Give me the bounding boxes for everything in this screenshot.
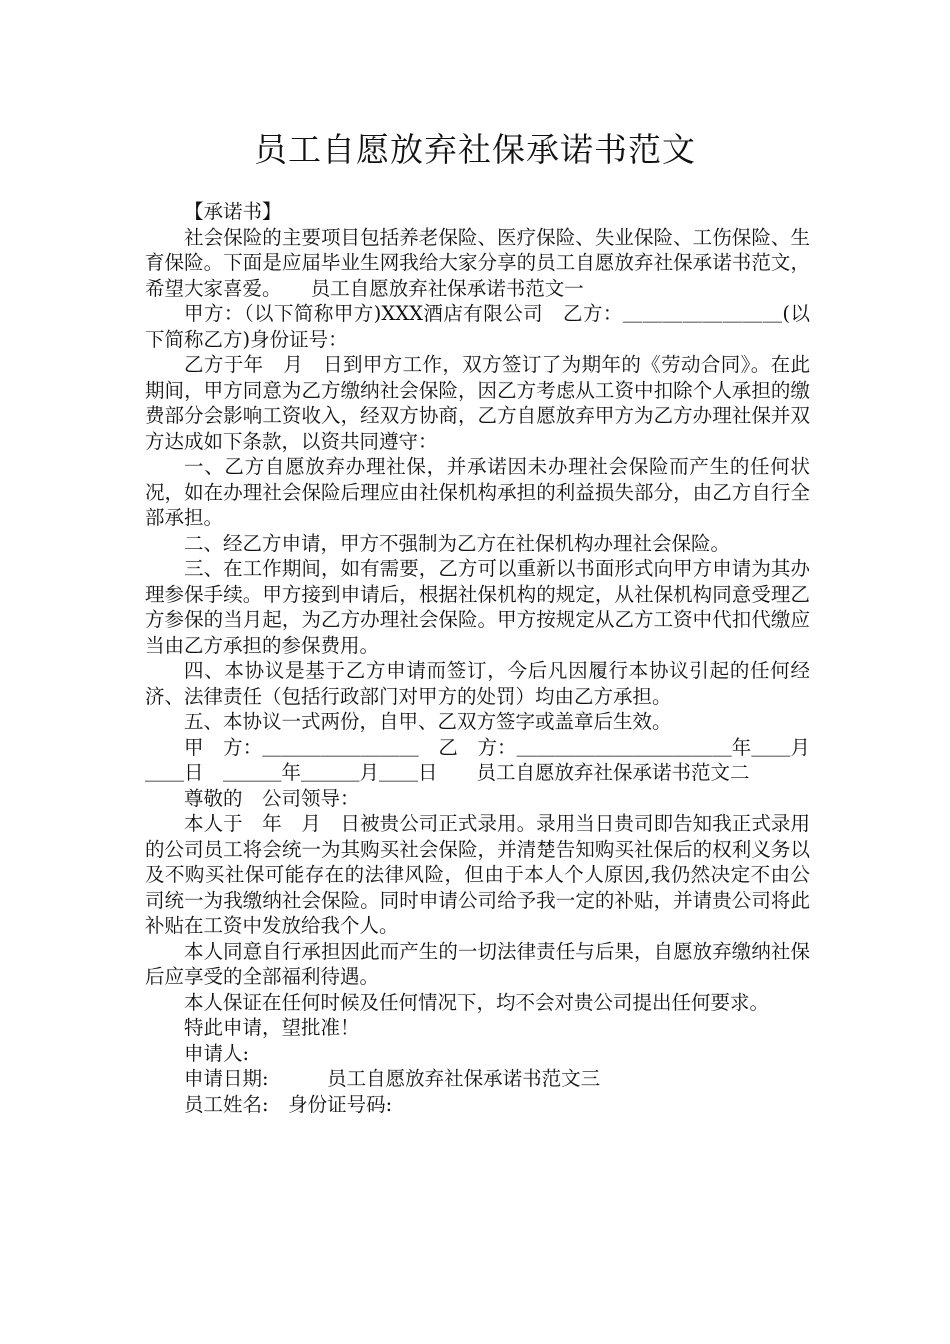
applicant-line: 申请人: xyxy=(184,1041,250,1065)
section-heading: 【承诺书】 xyxy=(184,200,282,223)
clause-5: 五、本协议一式两份，自甲、乙双方签字或盖章后生效。 xyxy=(184,710,672,733)
application-date-line: 申请日期: 员工自愿放弃社保承诺书范文三 xyxy=(184,1067,601,1090)
employee-info-line: 员工姓名: 身份证号码: xyxy=(184,1092,393,1116)
intro-paragraph: 社会保险的主要项目包括养老保险、医疗保险、失业保险、工伤保险、生育保险。下面是应届毕业生网我给大家分享的员工自愿放弃社保承诺书范文，希望大家喜爱。 员工自愿放弃社保承诺书范文一 xyxy=(145,225,810,300)
document-body xyxy=(145,199,810,1117)
closing-line: 特此申请，望批准！ xyxy=(184,1016,360,1039)
salutation: 尊敬的 公司领导： xyxy=(184,786,360,810)
clause-2: 二、经乙方申请，甲方不强制为乙方在社保机构办理社会保险。 xyxy=(184,531,731,555)
clause-1: 一、乙方自愿放弃办理社保，并承诺因未办理社会保险而产生的任何状况，如在办理社会保险后理应由社保机构承担的利益损失部分，由乙方自行全部承担。 xyxy=(145,455,810,529)
background-paragraph: 乙方于年 月 日到甲方工作，双方签订了为期年的《劳动合同》。在此期间，甲方同意为乙方缴纳社会保险，因乙方考虑从工资中扣除个人承担的缴费部分会影响工资收入，经双方协商，乙方自愿放弃甲方为乙方办理社保并双方达成如下条款，以资共同遵守： xyxy=(145,353,810,453)
clause-4: 四、本协议是基于乙方申请而签订，今后凡因履行本协议引起的任何经济、法律责任（包括行政部门对甲方的处罚）均由乙方承担。 xyxy=(145,659,810,708)
party-line: 甲方：（以下简称甲方)XXX酒店有限公司 乙方：＿＿＿＿＿＿＿＿(以下简称乙方)身份证号： xyxy=(145,302,810,351)
signature-line: 甲 方：＿＿＿＿＿＿＿＿ 乙 方：＿＿＿＿＿＿＿＿＿＿＿年＿＿月＿＿日 ＿＿＿年＿＿＿月＿＿日 员工自愿放弃社保承诺书范文二 xyxy=(145,735,810,784)
body-paragraph: 本人保证在任何时候及任何情况下，均不会对贵公司提出任何要求。 xyxy=(184,990,770,1014)
document-title: 员工自愿放弃社保承诺书范文 xyxy=(254,130,696,169)
clause-3: 三、在工作期间，如有需要，乙方可以重新以书面形式向甲方申请为其办理参保手续。甲方接到申请后，根据社保机构的规定，从社保机构同意受理乙方参保的当月起，为乙方办理社会保险。甲方按规定从乙方工资中代扣代缴应当由乙方承担的参保费用。 xyxy=(145,557,810,657)
body-paragraph: 本人于 年 月 日被贵公司正式录用。录用当日贵司即告知我正式录用的公司员工将会统一为其购买社会保险，并清楚告知购买社保后的权利义务以及不购买社保可能存在的法律风险，但由于本人个人原因,我仍然决定不由公司统一为我缴纳社会保险。同时申请公司给予我一定的补贴，并请贵公司将此补贴在工资中发放给我个人。 xyxy=(145,812,810,937)
body-paragraph: 本人同意自行承担因此而产生的一切法律责任与后果，自愿放弃缴纳社保后应享受的全部福利待遇。 xyxy=(145,939,810,988)
